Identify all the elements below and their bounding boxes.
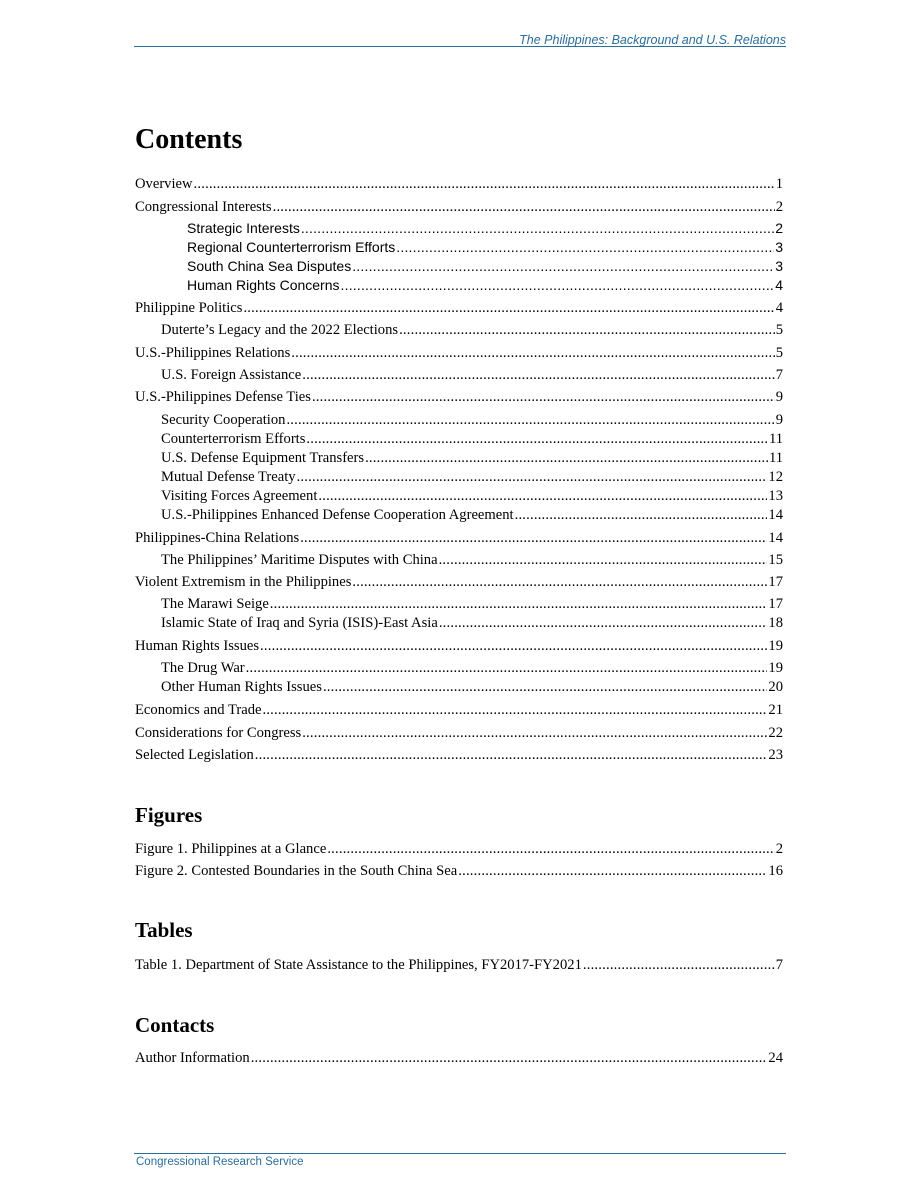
leader-dots (458, 862, 767, 880)
table-entry[interactable]: Table 1. Department of State Assistance to the Philippines, FY2017-FY2021 ..... 7 (0, 956, 783, 974)
leader-dots (301, 219, 774, 237)
leader-dots (323, 678, 767, 696)
toc-entry-regional-counterterrorism[interactable]: Regional Counterterrorism Efforts ..... 3 (0, 238, 783, 256)
running-footer: Congressional Research Service (136, 1156, 304, 1168)
leader-dots (260, 637, 767, 655)
toc-entry-us-philippines-relations[interactable]: U.S.-Philippines Relations ..... 5 (0, 344, 783, 362)
contact-entry[interactable]: Author Information ..... 24 (0, 1049, 783, 1067)
leader-dots (302, 366, 774, 384)
leader-dots (439, 614, 768, 632)
toc-entry-isis-east-asia[interactable]: Islamic State of Iraq and Syria (ISIS)-East Asia ..... 18 (0, 614, 783, 632)
toc-entry-drug-war[interactable]: The Drug War ..... 19 (0, 659, 783, 677)
leader-dots (251, 1049, 768, 1067)
leader-dots (300, 529, 767, 547)
leader-dots (286, 411, 774, 429)
leader-dots (255, 746, 768, 764)
leader-dots (302, 724, 767, 742)
header-rule (134, 46, 786, 47)
leader-dots (312, 388, 775, 406)
toc-entry-dutertes-legacy[interactable]: Duterte’s Legacy and the 2022 Elections ..... 5 (0, 321, 783, 339)
toc-entry-philippine-politics[interactable]: Philippine Politics ..... 4 (0, 299, 783, 317)
leader-dots (270, 595, 768, 613)
toc-entry-visiting-forces-agreement[interactable]: Visiting Forces Agreement ..... 13 (0, 487, 783, 505)
toc-entry-economics-trade[interactable]: Economics and Trade ..... 21 (0, 701, 783, 719)
leader-dots (306, 430, 768, 448)
toc-entry-overview[interactable]: Overview ..... 1 (0, 175, 783, 193)
leader-dots (243, 299, 774, 317)
toc-entry-defense-equipment-transfers[interactable]: U.S. Defense Equipment Transfers ..... 11 (0, 449, 783, 467)
leader-dots (341, 276, 775, 294)
leader-dots (246, 659, 768, 677)
toc-entry-us-foreign-assistance[interactable]: U.S. Foreign Assistance ..... 7 (0, 366, 783, 384)
figures-heading: Figures (135, 803, 203, 827)
toc-entry-maritime-disputes[interactable]: The Philippines’ Maritime Disputes with China ..... 15 (0, 551, 783, 569)
toc-entry-defense-ties[interactable]: U.S.-Philippines Defense Ties ..... 9 (0, 388, 783, 406)
leader-dots (352, 573, 767, 591)
figure-entry[interactable]: Figure 2. Contested Boundaries in the South China Sea ..... 16 (0, 862, 783, 880)
leader-dots (327, 840, 774, 858)
leader-dots (273, 198, 775, 216)
toc-entry-philippines-china-relations[interactable]: Philippines-China Relations ..... 14 (0, 529, 783, 547)
leader-dots (352, 257, 774, 275)
contents-heading: Contents (135, 124, 243, 155)
running-header: The Philippines: Background and U.S. Relations (519, 33, 786, 47)
leader-dots (396, 238, 774, 256)
leader-dots (439, 551, 768, 569)
leader-dots (262, 701, 767, 719)
toc-entry-edca[interactable]: U.S.-Philippines Enhanced Defense Cooperation Agreement ..... 14 (0, 506, 783, 524)
toc-entry-considerations-congress[interactable]: Considerations for Congress ..... 22 (0, 724, 783, 742)
toc-entry-human-rights-concerns[interactable]: Human Rights Concerns ..... 4 (0, 276, 783, 294)
toc-entry-selected-legislation[interactable]: Selected Legislation ..... 23 (0, 746, 783, 764)
leader-dots (515, 506, 768, 524)
footer-rule (134, 1153, 786, 1154)
leader-dots (297, 468, 768, 486)
contacts-heading: Contacts (135, 1013, 215, 1037)
toc-entry-mutual-defense-treaty[interactable]: Mutual Defense Treaty ..... 12 (0, 468, 783, 486)
tables-heading: Tables (135, 918, 193, 942)
toc-entry-violent-extremism[interactable]: Violent Extremism in the Philippines ..... 17 (0, 573, 783, 591)
toc-entry-congressional-interests[interactable]: Congressional Interests ..... 2 (0, 198, 783, 216)
leader-dots (291, 344, 774, 362)
leader-dots (194, 175, 775, 193)
toc-entry-south-china-sea-disputes[interactable]: South China Sea Disputes ..... 3 (0, 257, 783, 275)
toc-entry-security-cooperation[interactable]: Security Cooperation ..... 9 (0, 411, 783, 429)
figure-entry[interactable]: Figure 1. Philippines at a Glance ..... 2 (0, 840, 783, 858)
toc-entry-human-rights-issues[interactable]: Human Rights Issues ..... 19 (0, 637, 783, 655)
toc-entry-counterterrorism-efforts[interactable]: Counterterrorism Efforts ..... 11 (0, 430, 783, 448)
leader-dots (318, 487, 767, 505)
toc-entry-strategic-interests[interactable]: Strategic Interests ..... 2 (0, 219, 783, 237)
leader-dots (583, 956, 775, 974)
toc-entry-other-human-rights-issues[interactable]: Other Human Rights Issues ..... 20 (0, 678, 783, 696)
leader-dots (365, 449, 768, 467)
toc-entry-marawi-seige[interactable]: The Marawi Seige ..... 17 (0, 595, 783, 613)
leader-dots (399, 321, 775, 339)
